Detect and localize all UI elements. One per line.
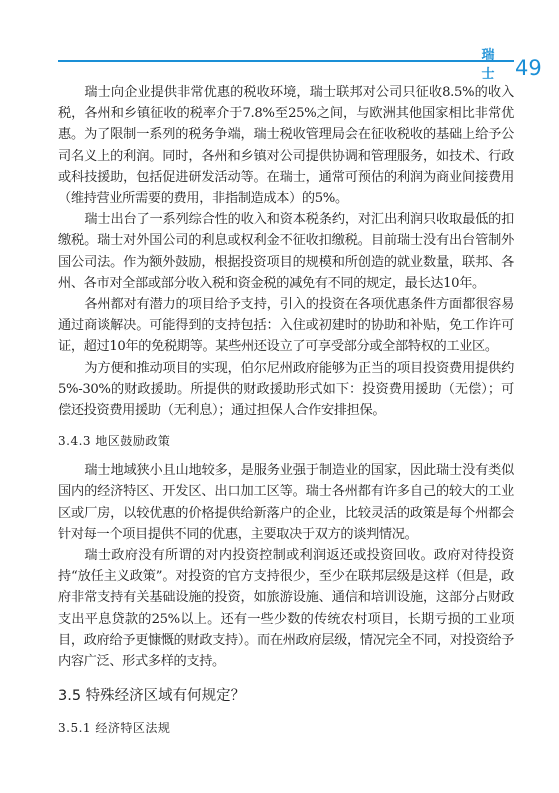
section-heading-special-zones: 3.5 特殊经济区域有何规定？	[58, 688, 246, 705]
paragraph-tax-environment: 瑞士向企业提供非常优惠的税收环境，瑞士联邦对公司只征收8.5%的收入税，各州和乡镇征收的税率介于7.8%至25%之间，与欧洲其他国家相比非常优惠。为了限制一系列的税务争端，瑞士税收管理局会在征收税收的基础上给予公司名义上的利润。同时，各州和乡镇对公司提供协调和管理服务，如技术、行政或科技援助，包括促进研发活动等。在瑞士，通常可预估的利润为商业间接费用（维持营业所需要的费用，非指制造成本）的5%。	[58, 85, 514, 207]
paragraph-laissez-faire: 瑞士政府没有所谓的对内投资控制或利润返还或投资回收。政府对待投资持“放任主义政策”。对投资的官方支持很少，至少在联邦层级是这样（但是，政府非常支持有关基础设施的投资，如旅游设施、通信和培训设施，这部分占财政支出平息贷款的25%以上。还有一些少数的传统农村项目，长期亏损的工业项目，政府给予更慷慨的财政支持）。而在州政府层级，情况完全不同，对投资给予内容广泛、形式多样的支持。	[58, 548, 514, 670]
paragraph-bern-aid: 为方便和推动项目的实现，伯尔尼州政府能够为正当的项目投资费用提供约5%-30%的财政援助。所提供的财政援助形式如下：投资费用援助（无偿）；可偿还投资费用援助（无利息）；通过担保人合作安排担保。	[58, 360, 514, 419]
paragraph-tax-treaties: 瑞士出台了一系列综合性的收入和资本税条约，对汇出利润只收取最低的扣缴税。瑞士对外国公司的利息或权利金不征收扣缴税。目前瑞士没有出台管制外国公司法。作为额外鼓励，根据投资项目的规模和所创造的就业数量，联邦、各州、各市对全部或部分收入税和资金税的减免有不同的规定，最长达10年。	[58, 212, 514, 291]
subsection-heading-regional-policy: 3.4.3 地区鼓励政策	[58, 434, 171, 449]
subsection-heading-sez-regulations: 3.5.1 经济特区法规	[58, 721, 171, 736]
header-rule	[58, 60, 514, 62]
running-header: 瑞 士	[481, 48, 499, 82]
page-number: 49	[515, 56, 542, 80]
page-body	[58, 82, 514, 747]
paragraph-canton-support: 各州都对有潜力的项目给予支持，引入的投资在各项优惠条件方面都很容易通过商谈解决。可能得到的支持包括：入住或初建时的协助和补贴，免工作许可证，超过10年的免税期等。某些州还设立了可享受部分或全部特权的工业区。	[58, 297, 514, 355]
paragraph-industrial-zones: 瑞士地域狭小且山地较多，是服务业强于制造业的国家，因此瑞士没有类似国内的经济特区、开发区、出口加工区等。瑞士各州都有许多自己的较大的工业区或厂房，以较优惠的价格提供给新落户的企业，比较灵活的政策是每个州都会针对每一个项目提供不同的优惠，主要取决于双方的谈判情况。	[58, 463, 514, 542]
